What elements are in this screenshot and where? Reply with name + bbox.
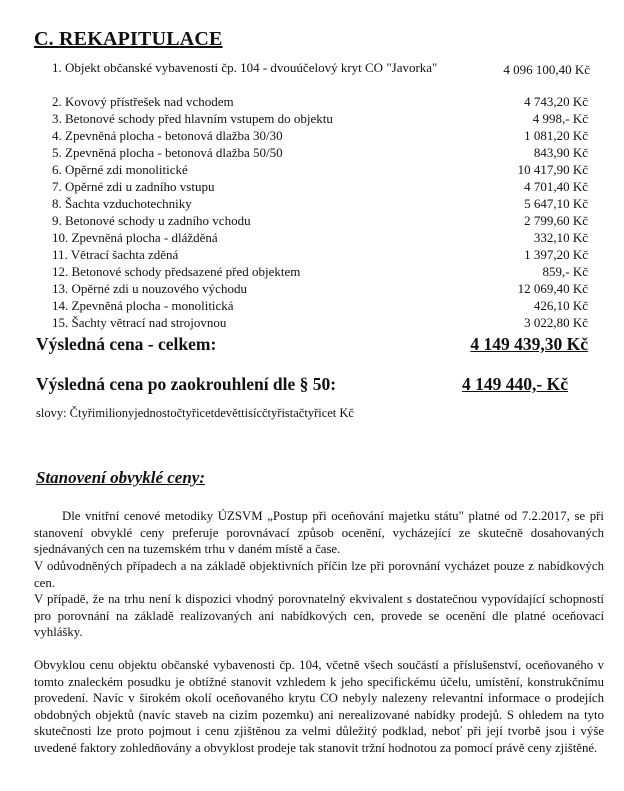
list-item [52, 213, 592, 230]
item-label: 7. Opěrné zdi u zadního vstupu [52, 179, 215, 194]
item-label: 6. Opěrné zdi monolitické [52, 162, 188, 177]
item-price: 2 799,60 Kč [524, 213, 588, 228]
item-label: 9. Betonové schody u zadního vchodu [52, 213, 251, 228]
item-label: 13. Opěrné zdi u nouzového východu [52, 281, 247, 296]
paragraph: Obvyklou cenu objektu občanské vybavenosti čp. 104, včetně všech součástí a příslušenství, oceňovaného v tomto znaleckém posudku je obtížné stanovit vzhledem k jeho specifickému účelu, umístění, konstrukčnímu provedení. Navíc v širokém okolí oceňovaného krytu CO nebyly nalezeny relevantní informace o prodejích obdobných objektů (navíc staveb na cizím pozemku) ani nerealizované nabídky prodejů. S ohledem na tyto skutečnosti lze proto pojmout i cenu zjištěnou za velmi důležitý podklad, neboť při její tvorbě jsou i výše uvedené faktory zohledňovány a obvyklost prodeje tak stanovit tržní hodnotou za pomocí právě ceny zjištěné. [34, 658, 604, 755]
paragraph: V případě, že na trhu není k dispozici vhodný porovnatelný ekvivalent s dostatečnou vypovídající schopností pro porovnání na základě realizovaných ani nabídkových cen, provede se ocenění dle platné oceňovací vyhlášky. [34, 592, 604, 640]
list-item [52, 230, 592, 247]
item-price: 1 081,20 Kč [524, 128, 588, 143]
rounded-total-value: 4 149 440,- Kč [462, 374, 568, 394]
paragraph-text: Dle vnitřní cenové metodiky ÚZSVM „Postup při oceňování majetku státu" platné od 7.2.2017, se při stanovení obvyklé ceny preferuje porovnávací způsob ocenění, vycházející ze skutečně dosahovaných sjednávaných cen na tuzemském trhu v daném místě a čase. [34, 509, 604, 557]
item-label: 4. Zpevněná plocha - betonová dlažba 30/30 [52, 128, 283, 143]
list-item [52, 94, 592, 111]
item-price: 4 998,- Kč [532, 111, 588, 126]
recap-item-list [52, 60, 592, 332]
item-label: 3. Betonové schody před hlavním vstupem do objektu [52, 111, 333, 126]
list-item [52, 315, 592, 332]
list-item [52, 298, 592, 315]
list-item [52, 247, 592, 264]
list-item [52, 128, 592, 145]
list-item [52, 162, 592, 179]
item-label: 1. Objekt občanské vybavenosti čp. 104 - dvouúčelový kryt CO "Javorka" [52, 60, 438, 75]
item-price: 3 022,80 Kč [524, 315, 588, 330]
item-price: 1 397,20 Kč [524, 247, 588, 262]
amount-in-words: slovy: Čtyřimilionyjednostočtyřicetdevěttisícčtyřistačtyřicet Kč [36, 406, 354, 420]
item-price: 4 096 100,40 Kč [503, 62, 590, 77]
item-price: 426,10 Kč [533, 298, 588, 313]
total-value: 4 149 439,30 Kč [470, 334, 588, 354]
item-price: 4 701,40 Kč [524, 179, 588, 194]
list-item [52, 281, 592, 298]
item-price: 5 647,10 Kč [524, 196, 588, 211]
list-item [52, 145, 592, 162]
item-label: 11. Větrací šachta zděná [52, 247, 179, 262]
item-price: 4 743,20 Kč [524, 94, 588, 109]
item-label: 12. Betonové schody předsazené před objektem [52, 264, 301, 279]
item-label: 8. Šachta vzduchotechniky [52, 196, 192, 211]
item-label: 15. Šachty větrací nad strojovnou [52, 315, 227, 330]
item-label: 14. Zpevněná plocha - monolitická [52, 298, 234, 313]
item-label: 5. Zpevněná plocha - betonová dlažba 50/50 [52, 145, 283, 160]
item-price: 332,10 Kč [533, 230, 588, 245]
item-price: 859,- Kč [542, 264, 588, 279]
item-price: 843,90 Kč [533, 145, 588, 160]
list-item [52, 196, 592, 213]
usual-price-heading: Stanovení obvyklé ceny: [36, 468, 206, 487]
item-label: 2. Kovový přístřešek nad vchodem [52, 94, 234, 109]
list-item [52, 179, 592, 196]
item-label: 10. Zpevněná plocha - dlážděná [52, 230, 218, 245]
item-price: 12 069,40 Kč [517, 281, 588, 296]
rounded-total-label: Výsledná cena po zaokrouhlení dle § 50: [36, 374, 337, 394]
paragraph [34, 508, 604, 558]
paragraph: V odůvodněných případech a na základě objektivních příčin lze při porovnání vycházet pouze z nabídkových cen. [34, 559, 604, 590]
total-label: Výsledná cena - celkem: [36, 334, 217, 354]
list-item [52, 111, 592, 128]
list-item [52, 264, 592, 281]
section-title: C. REKAPITULACE [34, 28, 223, 50]
list-item [52, 60, 592, 94]
item-price: 10 417,90 Kč [517, 162, 588, 177]
